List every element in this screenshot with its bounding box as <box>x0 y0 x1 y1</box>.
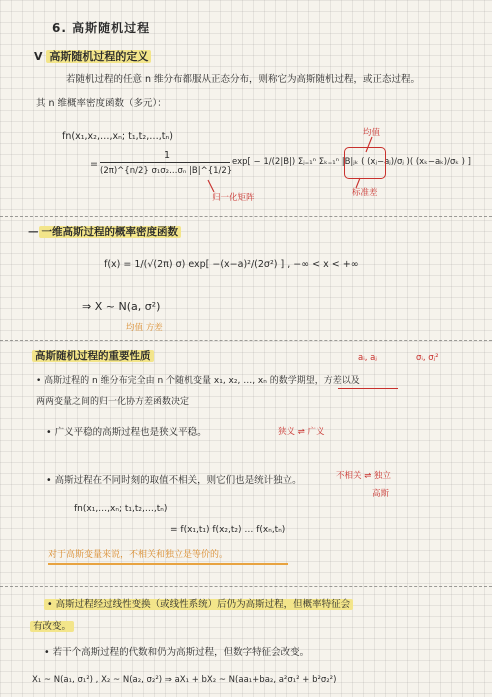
props-heading <box>32 350 154 363</box>
definition-line-2: 其 n 维概率密度函数（多元）： <box>36 98 167 109</box>
divider-1 <box>0 216 492 217</box>
p3-line: • 高斯过程在不同时刻的取值不相关，则它们也是统计独立。 <box>46 475 302 486</box>
p3-remark: 对于高斯变量来说，不相关和独立是等价的。 <box>48 550 229 560</box>
definition-line-1: 若随机过程的任意 n 维分布都服从正态分布，则称它为高斯随机过程，或正态过程。 <box>66 74 421 85</box>
one-dim-formula: f(x) = 1/(√(2π) σ) exp[ −(x−a)²/(2σ²) ] , −∞ < x < +∞ <box>104 259 359 270</box>
section-title-text: 高斯随机过程 <box>72 21 151 35</box>
p2-line: • 广义平稳的高斯过程也是狭义平稳。 <box>46 427 207 438</box>
one-dim-notation: ⇒ X ~ N(a, σ²) <box>82 300 161 313</box>
p1-note-b: σᵢ, σⱼ² <box>416 353 439 363</box>
p4-line-2-text: 有改变。 <box>30 621 74 632</box>
p3-note-2: 高斯 <box>372 489 390 499</box>
note-mean: 均值 <box>363 128 381 138</box>
p3-remark-underline <box>48 563 288 565</box>
divider-3 <box>0 586 492 587</box>
one-dim-heading-text: 一维高斯过程的概率密度函数 <box>39 226 182 238</box>
p3-eq-2: = f(x₁,t₁) f(x₂,t₂) … f(xₙ,tₙ) <box>170 525 286 535</box>
definition-heading-text: 高斯随机过程的定义 <box>46 50 151 63</box>
p1-line-2: 两两变量之间的归一化协方差函数决定 <box>36 397 190 407</box>
p4-line-1-text: • 高斯过程经过线性变换（或线性系统）后仍为高斯过程，但概率特征会 <box>44 599 353 610</box>
p1-note-a: aᵢ, aⱼ <box>358 353 377 363</box>
p4-line-1 <box>44 598 353 611</box>
divider-2 <box>0 340 492 341</box>
p1-line-1: • 高斯过程的 n 维分布完全由 n 个随机变量 x₁, x₂, …, xₙ 的数学期望，方差以及 <box>36 376 360 386</box>
p3-note-1: 不相关 ⇌ 独立 <box>336 471 392 481</box>
checkmark: V <box>34 50 43 63</box>
p3-eq-1: fn(x₁,…,xₙ; t₁,t₂,…,tₙ) <box>74 504 168 514</box>
pdf-lhs: fn(x₁,x₂,…,xₙ; t₁,t₂,…,tₙ) <box>62 131 173 142</box>
p1-underline <box>338 388 398 389</box>
one-dim-heading: — 一维高斯过程的概率密度函数 <box>28 226 181 239</box>
note-std: 标准差 <box>352 188 378 198</box>
pdf-frac-den: (2π)^{n/2} σ₁σ₂…σₙ |B|^{1/2} <box>100 166 233 176</box>
equals-sign: = <box>90 159 98 170</box>
section-number: 6. <box>52 21 67 35</box>
p2-note: 狭义 ⇌ 广义 <box>278 427 325 437</box>
p5-line: • 若干个高斯过程的代数和仍为高斯过程，但数字特征会改变。 <box>44 647 310 658</box>
props-heading-text: 高斯随机过程的重要性质 <box>32 350 154 362</box>
pdf-frac-num: 1 <box>164 150 171 161</box>
p5-formula: X₁ ~ N(a₁, σ₁²) , X₂ ~ N(a₂, σ₂²) ⇒ aX₁ + bX₂ ~ N(aa₁+ba₂, a²σ₁² + b²σ₂²) <box>32 675 337 685</box>
pdf-exponent: exp[ − 1/(2|B|) Σⱼ₌₁ⁿ Σₖ₌₁ⁿ |B|ⱼₖ ( (xⱼ−aⱼ)/σⱼ )( (xₖ−aₖ)/σₖ ) ] <box>232 157 471 167</box>
one-dim-note: 均值 方差 <box>126 323 163 333</box>
note-det: 归一化矩阵 <box>212 193 255 203</box>
p4-line-2 <box>30 620 74 633</box>
